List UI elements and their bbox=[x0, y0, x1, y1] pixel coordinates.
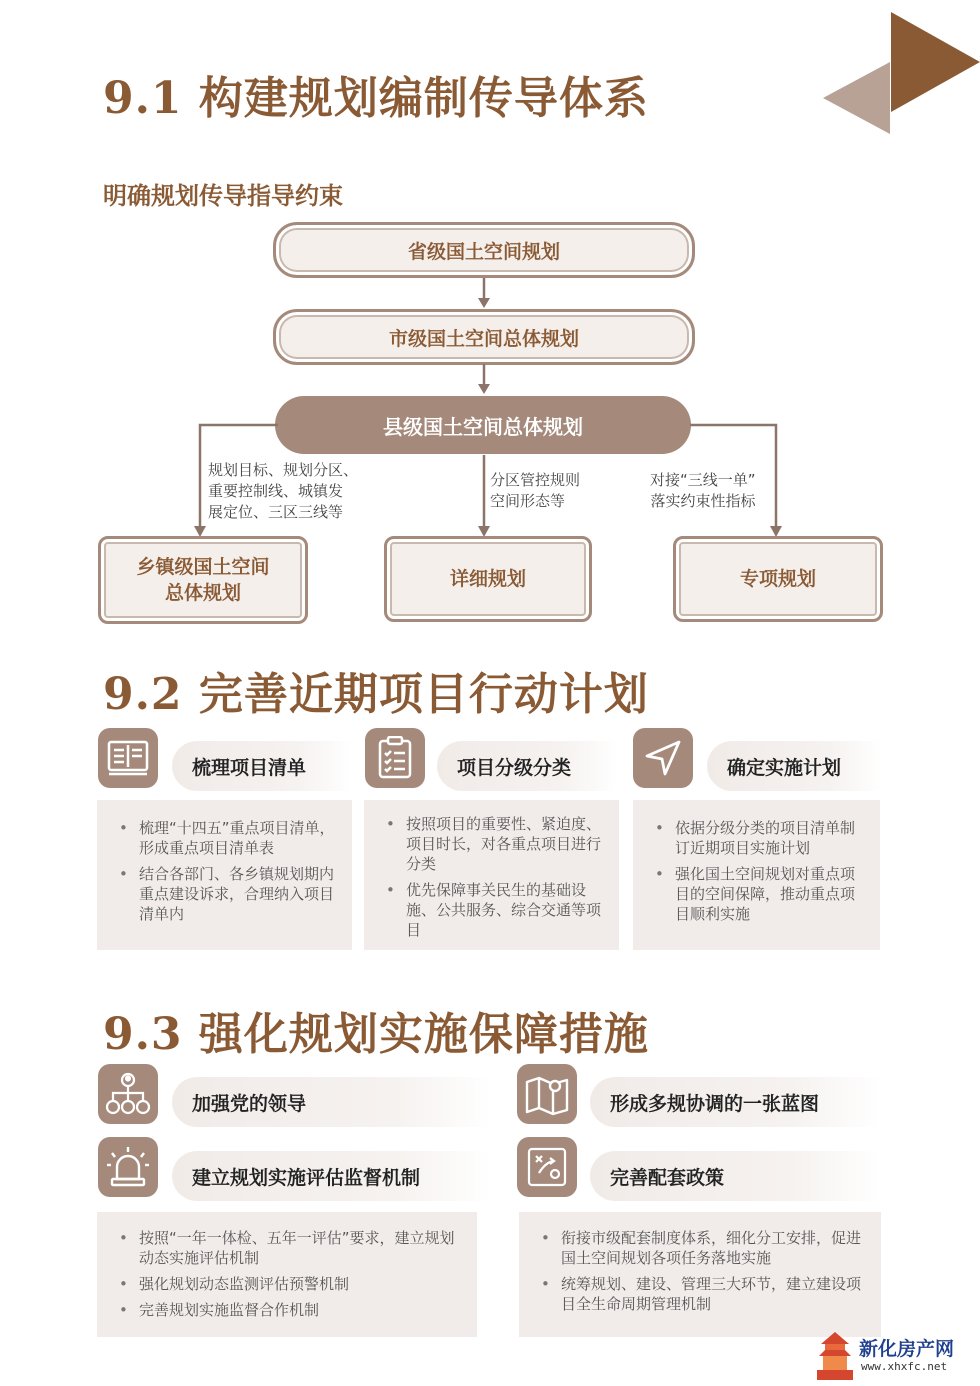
strategy-board-icon bbox=[525, 1145, 569, 1189]
checklist-icon-tile bbox=[365, 728, 425, 788]
map-icon bbox=[524, 1072, 570, 1116]
card-implementation-plan bbox=[633, 800, 880, 950]
tag-project-list: 梳理项目清单 bbox=[172, 741, 352, 791]
list-item: • 依据分级分类的项目清单制订近期项目实施计划 bbox=[651, 818, 866, 858]
township-plan-node: 乡镇级国土空间 总体规划 bbox=[98, 536, 308, 624]
list-item: • 强化国土空间规划对重点项目的空间保障，推动重点项目顺利实施 bbox=[651, 864, 866, 924]
list-item: • 按照“一年一体检、五年一评估”要求，建立规划动态实施评估机制 bbox=[115, 1228, 463, 1268]
tag-unified-blueprint: 形成多规协调的一张蓝图 bbox=[590, 1077, 880, 1127]
org-structure-icon bbox=[105, 1071, 151, 1117]
card-project-list bbox=[97, 800, 352, 950]
section-9-3-title: 9.3 强化规划实施保障措施 bbox=[103, 1009, 649, 1060]
strategy-board-icon-tile bbox=[517, 1137, 577, 1197]
navigation-arrow-icon bbox=[643, 738, 683, 778]
list-item: • 衔接市级配套制度体系，细化分工安排，促进国土空间规划各项任务落地实施 bbox=[537, 1228, 867, 1268]
watermark-name: 新化房产网 bbox=[859, 1338, 955, 1360]
list-item: • 结合各部门、各乡镇规划期内重点建设诉求，合理纳入项目清单内 bbox=[115, 864, 338, 924]
county-plan-node: 县级国土空间总体规划 bbox=[275, 396, 691, 454]
list-item: • 按照项目的重要性、紧迫度、项目时长，对各重点项目进行分类 bbox=[382, 814, 605, 874]
map-icon-tile bbox=[517, 1064, 577, 1124]
note-left: 规划目标、规划分区、 重要控制线、城镇发 展定位、三区三线等 bbox=[208, 461, 359, 521]
tag-supporting-policies: 完善配套政策 bbox=[590, 1151, 880, 1201]
tag-evaluation-mechanism: 建立规划实施评估监督机制 bbox=[172, 1151, 492, 1201]
list-item: • 优先保障事关民生的基础设施、公共服务、综合交通等项目 bbox=[382, 880, 605, 940]
alarm-light-icon-tile bbox=[98, 1137, 158, 1197]
list-item: • 强化规划动态监测评估预警机制 bbox=[115, 1274, 463, 1294]
list-item: • 统筹规划、建设、管理三大环节，建立建设项目全生命周期管理机制 bbox=[537, 1274, 867, 1314]
list-item: • 完善规划实施监督合作机制 bbox=[115, 1300, 463, 1320]
checklist-icon bbox=[377, 736, 413, 780]
tag-implementation-plan: 确定实施计划 bbox=[707, 741, 882, 791]
tag-party-leadership: 加强党的领导 bbox=[172, 1077, 492, 1127]
list-item: • 梳理“十四五”重点项目清单，形成重点项目清单表 bbox=[115, 818, 338, 858]
special-plan-node: 专项规划 bbox=[673, 536, 883, 622]
navigation-arrow-icon-tile bbox=[633, 728, 693, 788]
note-middle: 分区管控规则 空间形态等 bbox=[490, 471, 581, 510]
detailed-plan-node: 详细规划 bbox=[384, 536, 592, 622]
org-structure-icon-tile bbox=[98, 1064, 158, 1124]
municipal-plan-node: 市级国土空间总体规划 bbox=[273, 309, 695, 365]
section-9-1-subtitle: 明确规划传导指导约束 bbox=[103, 182, 343, 210]
section-9-2-title: 9.2 完善近期项目行动计划 bbox=[103, 669, 649, 720]
book-icon-tile bbox=[98, 728, 158, 788]
card-evaluation bbox=[97, 1212, 477, 1337]
watermark bbox=[815, 1330, 975, 1382]
pagoda-logo-icon bbox=[815, 1330, 855, 1382]
provincial-plan-node: 省级国土空间规划 bbox=[273, 222, 695, 278]
card-policies bbox=[519, 1212, 881, 1337]
section-9-1-title: 9.1 构建规划编制传导体系 bbox=[103, 73, 649, 124]
alarm-light-icon bbox=[105, 1145, 151, 1189]
note-right: 对接“三线一单” 落实约束性指标 bbox=[650, 471, 756, 510]
tag-project-classify: 项目分级分类 bbox=[437, 741, 617, 791]
card-project-classify bbox=[364, 800, 619, 950]
book-icon bbox=[106, 739, 150, 777]
watermark-url: www.xhxfc.net bbox=[861, 1360, 948, 1373]
